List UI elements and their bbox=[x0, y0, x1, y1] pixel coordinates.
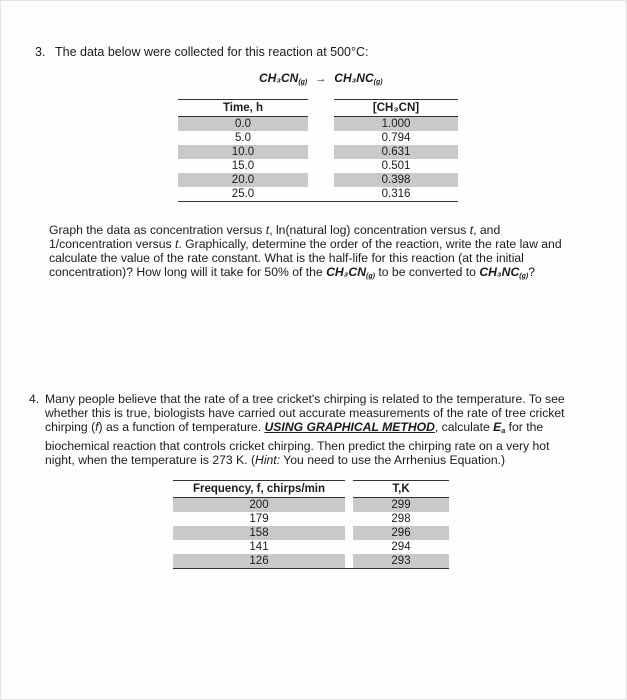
q4-data-table bbox=[173, 480, 449, 569]
table-row bbox=[178, 187, 458, 202]
q4-question: 4. Many people believe that the rate of a tree cricket's chirping is related to the temperature. To see whether this is true, biologists have carried out accurate measurements of the rate of tree cricket chirping (f) as a function of temperature. USING GRAPHICAL METHOD, calculate $E_a$ for the biochemical reaction that controls cricket chirping. Then predict the chirping rate on a very hot night, when the temperature is 273 K. (Hint: You need to use the Arrhenius Equation.) bbox=[29, 392, 565, 467]
cell-frequency: 126 bbox=[173, 554, 345, 569]
cell-conc: 0.631 bbox=[334, 145, 458, 159]
table-row bbox=[178, 131, 458, 145]
cell-conc: 1.000 bbox=[334, 117, 458, 132]
graphical-method-emphasis: USING GRAPHICAL METHOD bbox=[264, 420, 435, 434]
cell-time: 5.0 bbox=[235, 132, 251, 144]
table-row bbox=[178, 159, 458, 173]
cell-time: 0.0 bbox=[178, 117, 308, 132]
table-row bbox=[173, 540, 449, 554]
cell-time: 25.0 bbox=[231, 188, 255, 200]
q3-header-text: The data below were collected for this reaction at 500°C: bbox=[55, 45, 369, 59]
table-row bbox=[178, 145, 458, 159]
product-state: (g) bbox=[373, 79, 383, 86]
table-header-row bbox=[173, 481, 449, 498]
cell-frequency: 179 bbox=[249, 513, 269, 525]
q3-number: 3. bbox=[35, 45, 46, 59]
q3-instructions: Graph the data as concentration versus t, ln(natural log) concentration versus t, and 1/concentration versus t. Graphically, determine the order of the reaction, write the rate law and calculate the value of the rate constant. What is the half-life for this reaction (at the initial concentration)? How long will it take for 50% of the $CH_3CN_{(g)}$ to be converted to $CH_3NC_{(g)}$? bbox=[49, 223, 562, 280]
q3-data-table bbox=[178, 99, 458, 202]
cell-frequency: 200 bbox=[173, 498, 345, 513]
table-row bbox=[173, 526, 449, 540]
cell-temperature: 293 bbox=[353, 554, 449, 569]
reaction-equation bbox=[259, 71, 383, 86]
cell-temperature: 294 bbox=[391, 541, 411, 553]
cell-conc: 0.316 bbox=[381, 188, 411, 200]
cell-conc: 0.398 bbox=[334, 173, 458, 187]
cell-conc: 0.794 bbox=[381, 132, 411, 144]
col-header-frequency: Frequency, f, chirps/min bbox=[173, 481, 345, 498]
table-header-row bbox=[178, 100, 458, 117]
col-header-temperature: T,K bbox=[353, 481, 449, 498]
table-row bbox=[173, 554, 449, 569]
cell-temperature: 299 bbox=[353, 498, 449, 513]
q3-header bbox=[35, 45, 369, 59]
cell-time: 15.0 bbox=[231, 160, 255, 172]
table-row bbox=[178, 173, 458, 187]
table-row bbox=[178, 117, 458, 132]
reaction-reactant: CH₃CN bbox=[259, 71, 299, 85]
col-header-time: Time, h bbox=[178, 100, 308, 117]
cell-time: 10.0 bbox=[178, 145, 308, 159]
reaction-arrow: → bbox=[315, 73, 327, 85]
cell-time: 20.0 bbox=[178, 173, 308, 187]
cell-conc: 0.501 bbox=[381, 160, 411, 172]
q4-number: 4. bbox=[29, 392, 40, 406]
table-row bbox=[173, 498, 449, 513]
cell-frequency: 141 bbox=[249, 541, 269, 553]
cell-temperature: 296 bbox=[353, 526, 449, 540]
reactant-state: (g) bbox=[298, 79, 308, 86]
cell-frequency: 158 bbox=[173, 526, 345, 540]
cell-temperature: 298 bbox=[391, 513, 411, 525]
col-header-concentration: [CH₃CN] bbox=[334, 100, 458, 117]
table-row bbox=[173, 512, 449, 526]
reaction-product: CH₃NC bbox=[334, 71, 374, 85]
